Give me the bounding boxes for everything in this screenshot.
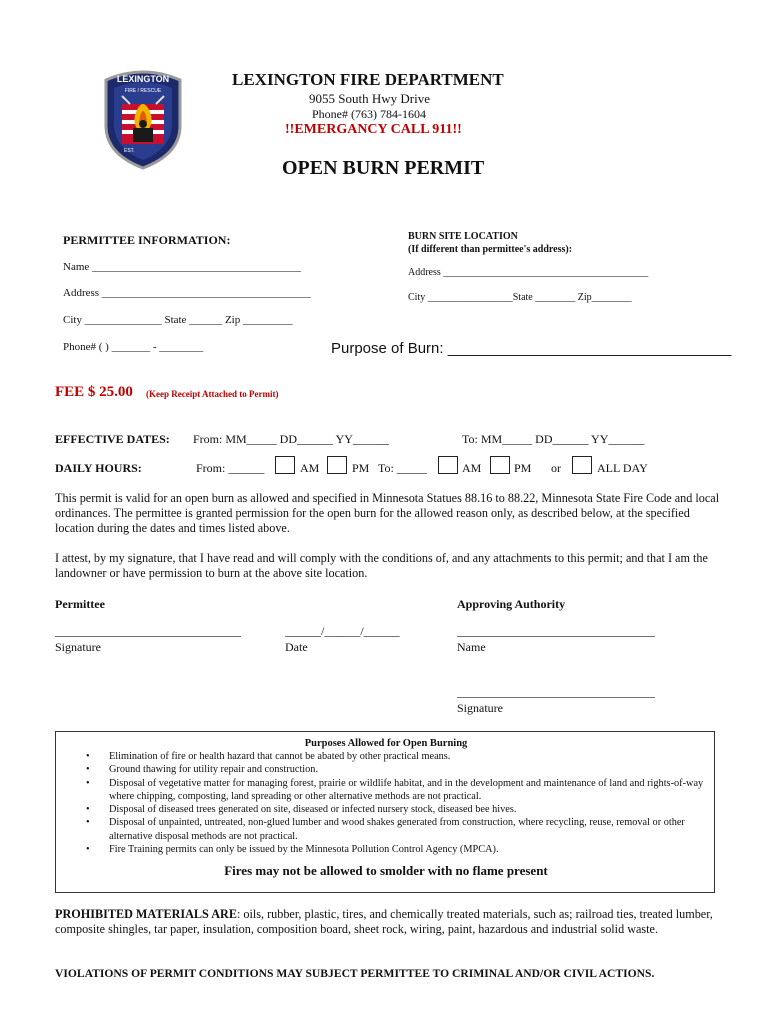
all-day-checkbox[interactable] xyxy=(572,456,592,474)
authority-name-line[interactable]: _________________________________ xyxy=(457,624,655,638)
from-pm-checkbox[interactable] xyxy=(327,456,347,474)
fee-note: (Keep Receipt Attached to Permit) xyxy=(146,389,279,399)
purposes-heading: Purposes Allowed for Open Burning xyxy=(304,738,468,749)
page-title: OPEN BURN PERMIT xyxy=(282,157,485,179)
violations-notice: VIOLATIONS OF PERMIT CONDITIONS MAY SUBJECT PERMITTEE TO CRIMINAL AND/OR CIVIL ACTIONS. xyxy=(55,967,655,980)
burn-site-city-field[interactable]: City _________________State ________ Zip________ xyxy=(408,292,632,303)
list-item: • Disposal of diseased trees generated on site, diseased or infected nursery stock, diseased bee hives. xyxy=(84,803,709,816)
permittee-city-field[interactable]: City ______________ State ______ Zip _________ xyxy=(63,314,293,326)
purpose-of-burn-field[interactable]: Purpose of Burn: __________________________________ xyxy=(331,340,732,357)
org-name: LEXINGTON FIRE DEPARTMENT xyxy=(232,70,504,89)
emergency-notice: !!EMERGANCY CALL 911!! xyxy=(285,122,462,137)
effective-dates-from-field[interactable]: From: MM_____ DD______ YY______ xyxy=(193,432,389,446)
from-pm-label: PM xyxy=(352,461,370,475)
permittee-info-heading: PERMITTEE INFORMATION: xyxy=(63,233,231,247)
permittee-signature-label: Signature xyxy=(55,640,101,654)
org-phone: Phone# (763) 784-1604 xyxy=(312,107,426,121)
all-day-label: ALL DAY xyxy=(597,461,648,475)
prohibited-materials-paragraph xyxy=(55,907,720,937)
logo-subtitle: FIRE / RESCUE xyxy=(124,88,162,94)
smolder-notice: Fires may not be allowed to smolder with no flame present xyxy=(224,863,548,878)
or-label: or xyxy=(551,461,561,475)
list-item: • Ground thawing for utility repair and construction. xyxy=(84,763,709,776)
from-am-label: AM xyxy=(300,461,320,475)
permittee-signature-line[interactable]: _______________________________ xyxy=(55,624,241,638)
fee-amount: FEE $ 25.00 xyxy=(55,384,133,400)
effective-dates-to-field[interactable]: To: MM_____ DD______ YY______ xyxy=(462,432,645,446)
fire-department-logo xyxy=(100,66,186,170)
to-pm-checkbox[interactable] xyxy=(490,456,510,474)
purposes-list xyxy=(84,750,709,856)
approving-authority-label: Approving Authority xyxy=(457,597,566,611)
from-am-checkbox[interactable] xyxy=(275,456,295,474)
authority-name-label: Name xyxy=(457,640,486,654)
permittee-label: Permittee xyxy=(55,597,105,611)
purposes-allowed-box xyxy=(55,731,715,893)
list-item: • Disposal of unpainted, untreated, non-glued lumber and wood shakes generated from construction, where recycling, reuse, removal or other alternative disposal methods are not practical. xyxy=(84,816,709,843)
daily-hours-label: DAILY HOURS: xyxy=(55,461,142,475)
to-am-label: AM xyxy=(462,461,482,475)
logo-est: EST. xyxy=(124,148,135,154)
burn-site-heading: BURN SITE LOCATION xyxy=(408,231,518,242)
list-item: • Disposal of vegetative matter for managing forest, prairie or wildlife habitat, and in the development and maintenance of land and rights-of-way where chipping, composting, land spreading or other alternative methods are not practical. xyxy=(84,777,709,804)
authority-signature-line[interactable]: _________________________________ xyxy=(457,685,655,699)
to-am-checkbox[interactable] xyxy=(438,456,458,474)
permittee-phone-field[interactable]: Phone# ( ) _______ - ________ xyxy=(63,341,204,353)
date-line[interactable]: ______/______/______ xyxy=(285,624,400,638)
prohibited-label: PROHIBITED MATERIALS ARE xyxy=(55,907,237,921)
validity-paragraph: This permit is valid for an open burn as allowed and specified in Minnesota Statues 88.16 to 88.22, Minnesota State Fire Code and local ordinances. The permittee is granted permission for the open burn for the allowed reason only, as described below, at the specified location during the dates and times listed above. xyxy=(55,491,720,535)
permittee-name-field[interactable]: Name ______________________________________ xyxy=(63,261,302,273)
burn-site-subheading: (If different than permittee's address): xyxy=(408,244,573,255)
authority-signature-label: Signature xyxy=(457,701,503,715)
burn-site-address-field[interactable]: Address _________________________________________ xyxy=(408,267,649,278)
permittee-address-field[interactable]: Address ______________________________________ xyxy=(63,287,311,299)
list-item: • Fire Training permits can only be issued by the Minnesota Pollution Control Agency (MPCA). xyxy=(84,843,709,856)
attest-paragraph: I attest, by my signature, that I have read and will comply with the conditions of, and any attachments to this permit; and that I am the landowner or have permission to burn at the above site location. xyxy=(55,551,708,580)
to-pm-label: PM xyxy=(514,461,532,475)
logo-title: LEXINGTON xyxy=(116,74,170,84)
date-label: Date xyxy=(285,640,308,654)
hours-to-field[interactable]: To: _____ xyxy=(378,461,427,475)
hours-from-field[interactable]: From: ______ xyxy=(196,461,265,475)
org-address: 9055 South Hwy Drive xyxy=(309,91,430,106)
effective-dates-label: EFFECTIVE DATES: xyxy=(55,432,170,446)
prohibited-text: : oils, rubber, plastic, tires, and chemically treated materials, such as; railroad ties, treated lumber, composite shingles, tar paper, insulation, composition board, sheet rock, wiring, paint, hazardous and industrial solid waste. xyxy=(55,907,713,936)
list-item: • Elimination of fire or health hazard that cannot be abated by other practical means. xyxy=(84,750,709,763)
